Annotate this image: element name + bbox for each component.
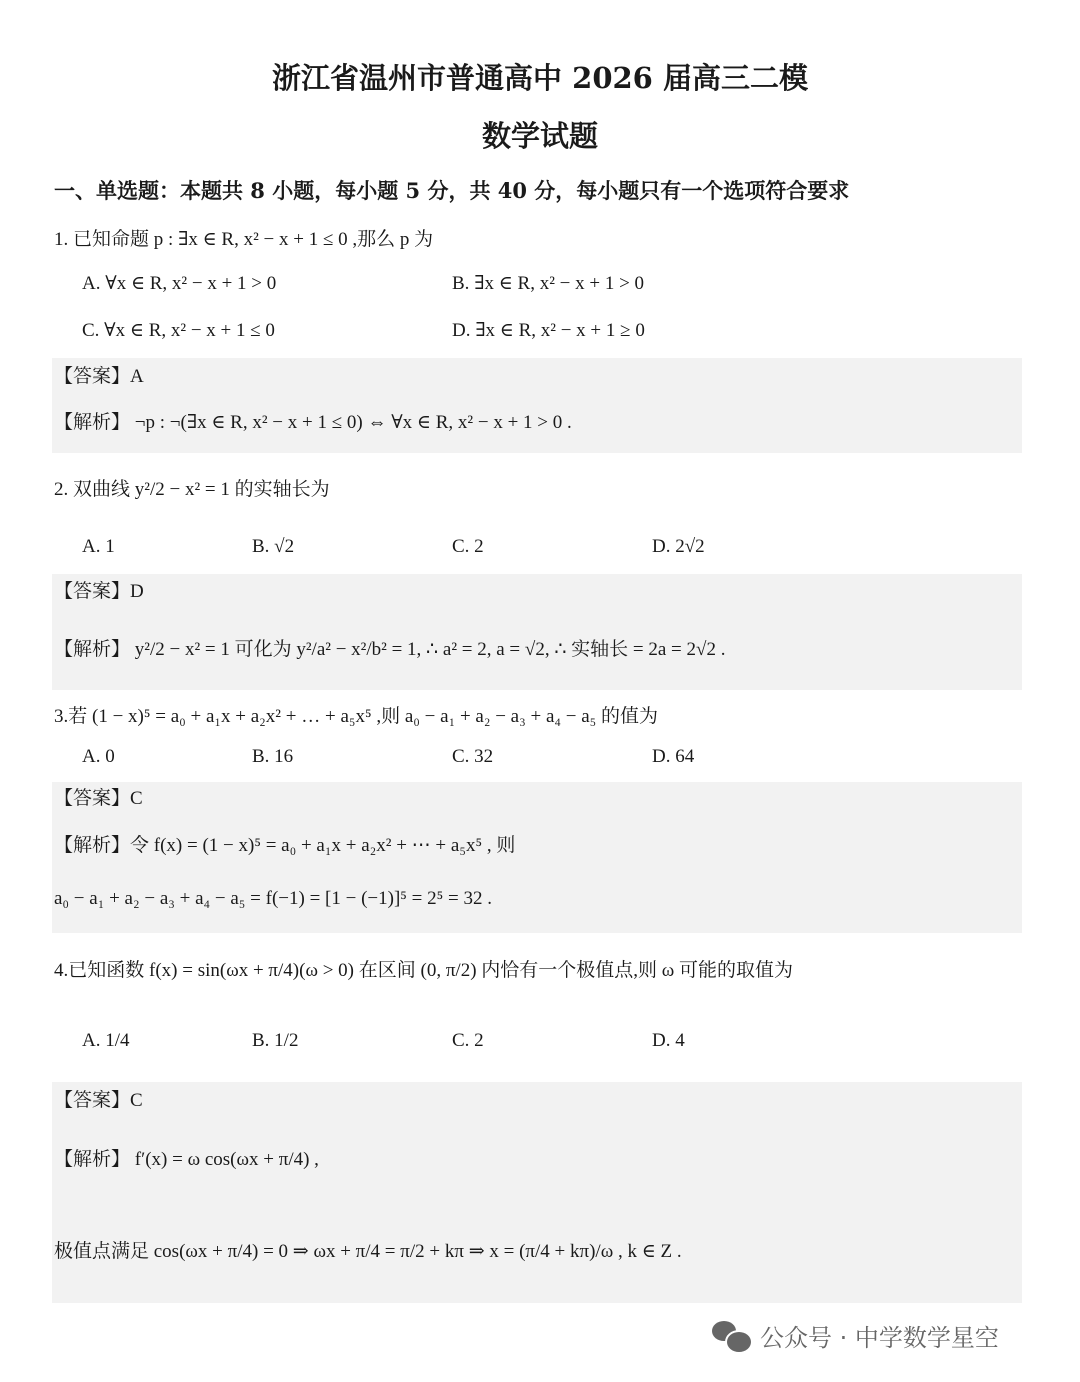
q2-option-a: A. 1 — [82, 536, 115, 557]
wechat-icon — [712, 1321, 750, 1351]
question-2-stem: 2. 双曲线 y²/2 − x² = 1 的实轴长为 — [54, 479, 330, 500]
q4-option-b: B. 1/2 — [252, 1030, 299, 1051]
q1-answer: 【答案】A — [54, 366, 144, 387]
q2-option-b: B. √2 — [252, 536, 295, 557]
q3-option-d: D. 64 — [652, 746, 695, 767]
q4-option-c: C. 2 — [452, 1030, 484, 1051]
q1-option-a: A. ∀x ∈ R, x² − x + 1 > 0 — [82, 273, 277, 294]
q4-solution-box — [52, 1082, 1022, 1303]
q2-analysis: 【解析】 y²/2 − x² = 1 可化为 y²/a² − x²/b² = 1, ∴ a² = 2, a = √2, ∴ 实轴长 = 2a = 2√2 . — [54, 639, 726, 660]
q4-answer: 【答案】C — [54, 1090, 143, 1111]
q1-option-d: D. ∃x ∈ R, x² − x + 1 ≥ 0 — [452, 320, 645, 341]
q3-analysis-line-1: 【解析】令 f(x) = (1 − x)⁵ = a₀ + a₁x + a₂x² + ⋯ + a₅x⁵ , 则 — [54, 835, 516, 856]
q4-analysis-line-2: 极值点满足 cos(ωx + π/4) = 0 ⇒ ωx + π/4 = π/2 + kπ ⇒ x = (π/4 + kπ)/ω , k ∈ Z . — [54, 1241, 682, 1262]
q1-option-c: C. ∀x ∈ R, x² − x + 1 ≤ 0 — [82, 320, 275, 341]
q1-solution-box — [52, 358, 1022, 453]
q2-solution-box — [52, 574, 1022, 690]
question-1-stem: 1. 已知命题 p : ∃x ∈ R, x² − x + 1 ≤ 0 ,那么 p 为 — [54, 229, 434, 250]
q2-option-d: D. 2√2 — [652, 536, 705, 557]
q3-option-b: B. 16 — [252, 746, 294, 767]
question-4-stem: 4.已知函数 f(x) = sin(ωx + π/4)(ω > 0) 在区间 (0, π/2) 内恰有一个极值点,则 ω 可能的取值为 — [54, 960, 794, 981]
watermark — [712, 1318, 999, 1353]
q1-option-b: B. ∃x ∈ R, x² − x + 1 > 0 — [452, 273, 645, 294]
q3-answer: 【答案】C — [54, 788, 143, 809]
q4-analysis-line-1: 【解析】 f′(x) = ω cos(ωx + π/4) , — [54, 1149, 319, 1170]
q2-answer: 【答案】D — [54, 581, 144, 602]
q3-option-c: C. 32 — [452, 746, 494, 767]
q2-option-c: C. 2 — [452, 536, 484, 557]
question-3-stem: 3.若 (1 − x)⁵ = a₀ + a₁x + a₂x² + … + a₅x⁵ ,则 a₀ − a₁ + a₂ − a₃ + a₄ − a₅ 的值为 — [54, 706, 659, 727]
q3-analysis-line-2: a₀ − a₁ + a₂ − a₃ + a₄ − a₅ = f(−1) = [1 − (−1)]⁵ = 2⁵ = 32 . — [54, 888, 492, 909]
q4-option-d: D. 4 — [652, 1030, 685, 1051]
document-subtitle: 数学试题 — [481, 119, 598, 153]
q4-option-a: A. 1/4 — [82, 1030, 130, 1051]
q3-solution-box — [52, 782, 1022, 933]
q1-analysis: 【解析】 ¬p : ¬(∃x ∈ R, x² − x + 1 ≤ 0) ⇔ ∀x ∈ R, x² − x + 1 > 0 . — [54, 412, 572, 433]
document-title: 浙江省温州市普通高中 2026 届高三二模 — [272, 61, 808, 95]
section-heading: 一、单选题：本题共 8 小题，每小题 5 分，共 40 分，每小题只有一个选项符合要求 — [54, 178, 850, 203]
q3-option-a: A. 0 — [82, 746, 115, 767]
watermark-label: 公众号 · 中学数学星空 — [760, 1324, 999, 1352]
